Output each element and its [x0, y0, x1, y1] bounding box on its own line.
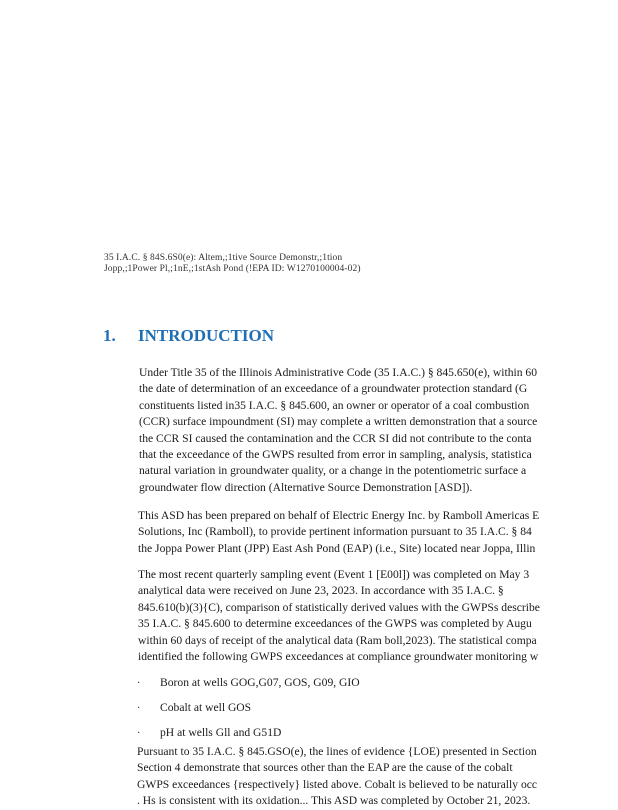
paragraph-line: GWPS exceedances {respectively} listed above. Cobalt is believed to be naturally occ [137, 777, 538, 791]
paragraph-line: identified the following GWPS exceedances at compliance groundwater monitoring w [138, 650, 539, 664]
paragraph-line: Section 4 demonstrate that sources other than the EAP are the cause of the cobalt [137, 761, 513, 775]
header-line-2: Jopp,;1Power Pl,;1nE,;1stAsh Pond (!EPA ID: W1270100004-02) [104, 264, 361, 274]
list-item [137, 721, 360, 746]
paragraph-line: . Hs is consistent with its oxidation... This ASD was completed by October 21, 2023. [137, 794, 531, 808]
paragraph-prepared [138, 508, 539, 557]
paragraph-line: The most recent quarterly sampling event (Event 1 [E00l]) was completed on May 3 [138, 568, 530, 581]
paragraph-line: groundwater flow direction (Alternative Source Demonstration [ASD]). [139, 480, 473, 494]
paragraph-line: Pursuant to 35 I.A.C. § 845.GSO(e), the lines of evidence {LOE) presented in Section [137, 745, 537, 758]
paragraph-line: analytical data were received on June 23, 2023. In accordance with 35 I.A.C. § [138, 584, 504, 598]
section-title: INTRODUCTION [138, 326, 275, 345]
paragraph-line: 845.610(b)(3){C), comparison of statistically derived values with the GWPSs describe [138, 600, 540, 614]
paragraph-line: natural variation in groundwater quality, or a change in the potentiometric surface a [139, 464, 527, 478]
paragraph-pursuant [137, 744, 537, 810]
list-item-text: Boron at wells GOG,G07, GOS, G09, GIO [160, 676, 360, 689]
paragraph-line: the CCR SI caused the contamination and the CCR SI did not contribute to the conta [139, 431, 532, 445]
list-item [137, 696, 360, 721]
paragraph-line: This ASD has been prepared on behalf of Electric Energy Inc. by Ramboll Americas E [138, 509, 540, 522]
paragraph-line: Solutions, Inc (Ramboll), to provide pertinent information pursuant to 35 I.A.C. § 84 [138, 525, 532, 539]
paragraph-sampling [138, 567, 540, 665]
bullet-icon: · [137, 728, 141, 739]
paragraph-line: that the exceedance of the GWPS resulted from error in sampling, analysis, statistica [139, 448, 532, 462]
paragraph-line: (CCR) surface impoundment (SI) may complete a written demonstration that a source [139, 415, 538, 429]
bullet-icon: · [137, 703, 141, 714]
exceedance-list [137, 671, 360, 746]
list-item-text: Cobalt at well GOS [160, 701, 252, 714]
list-item [137, 671, 360, 696]
list-item-text: pH at wells Gll and G51D [160, 726, 282, 739]
section-number: 1. [103, 326, 116, 345]
paragraph-line: the Joppa Power Plant (JPP) East Ash Pond (EAP) (i.e., Site) located near Joppa, Illin [138, 541, 536, 555]
paragraph-line: the date of determination of an exceedance of a groundwater protection standard (G [139, 382, 528, 396]
bullet-icon: · [137, 678, 141, 689]
paragraph-intro [139, 365, 537, 496]
paragraph-line: within 60 days of receipt of the analytical data (Ram boll,2023). The statistical compa [138, 633, 537, 647]
header-line-1: 35 I.A.C. § 84S.6S0(e): Altem,;1tive Source Demonstr,;1tion [104, 253, 343, 263]
paragraph-line: 35 I.A.C. § 845.600 to determine exceedances of the GWPS was completed by Augu [138, 617, 532, 631]
section-heading [103, 326, 274, 346]
paragraph-line: Under Title 35 of the Illinois Administrative Code (35 I.A.C.) § 845.650(e), within 60 [139, 366, 538, 379]
paragraph-line: constituents listed in35 I.A.C. § 845.600, an owner or operator of a coal combustion [139, 398, 530, 412]
running-header [104, 253, 361, 275]
